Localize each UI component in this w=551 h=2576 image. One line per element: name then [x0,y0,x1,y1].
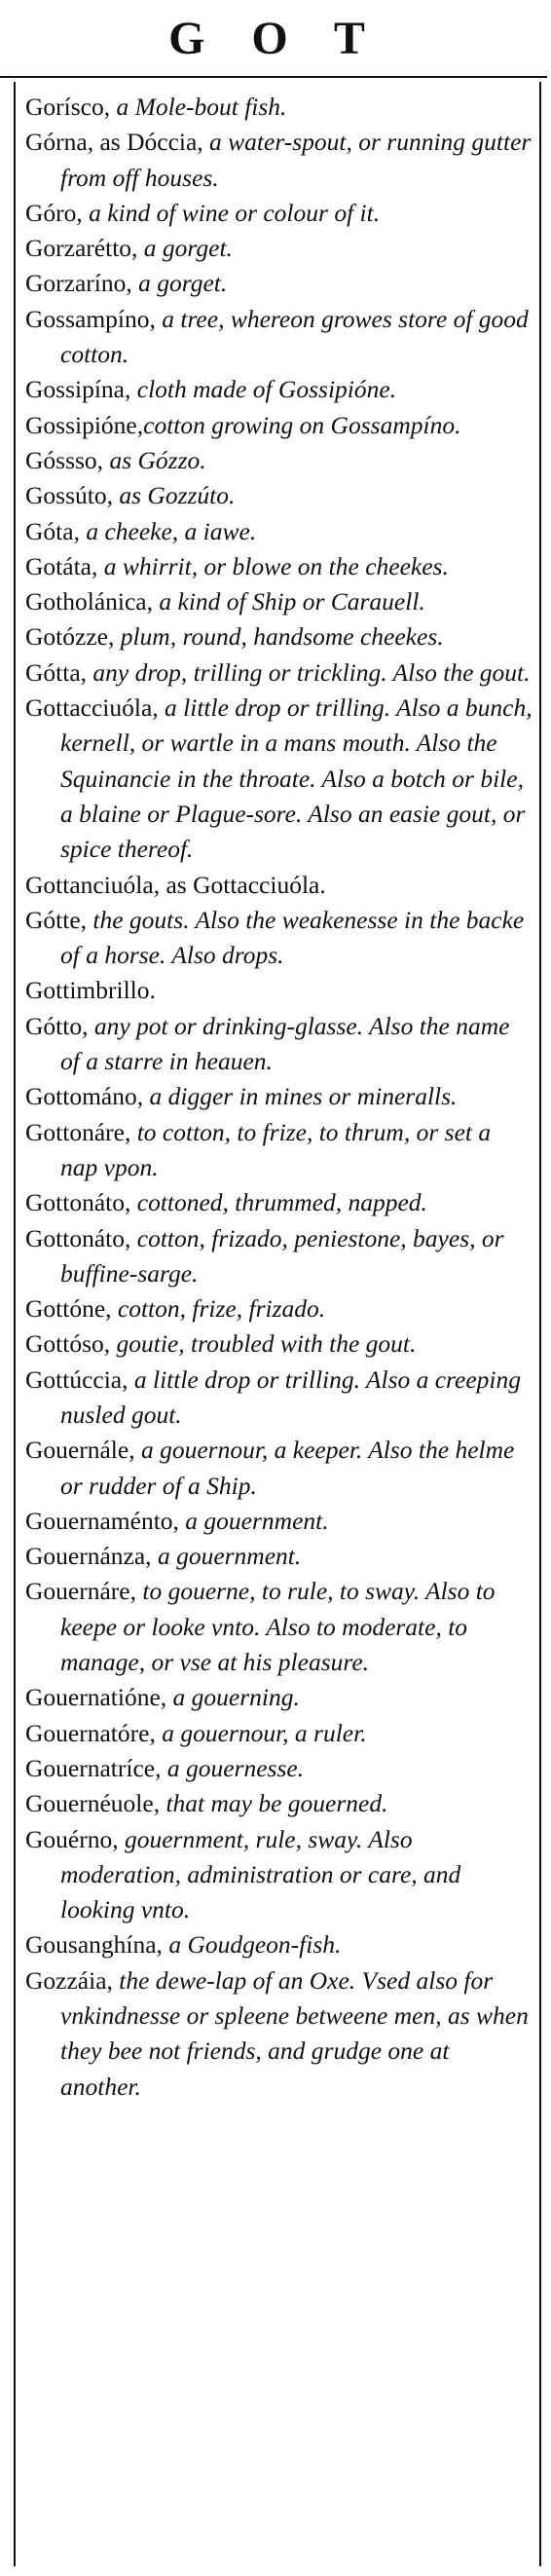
headword: Gottacciuóla, [25,693,159,723]
left-column-rule [14,82,16,2566]
headword: Górna, as Dóccia, [25,128,203,157]
definition: a gouernesse. [161,1753,305,1782]
dictionary-entry [25,1574,533,1680]
definition: a little drop or trilling. Also a bunch, kernell, or wartle in a mans mouth. Also the Squinancie in the throate. Also a botch or bile, a blaine or Plague-sore. Also an easie gout, or spice thereof. [60,693,533,864]
definition: cotton growing on Gossampíno. [143,410,461,439]
dictionary-entry [25,1326,533,1362]
dictionary-entry [25,1786,533,1821]
headword: Gottóso, [25,1329,111,1359]
headword: Góta, [25,516,80,545]
headword: Góssso, [25,445,104,474]
definition: cloth made of Gossipióne. [130,375,397,404]
headword: Gottonáto, [25,1188,131,1217]
definition: a cheeke, a iawe. [79,516,257,545]
headword: Gouernaménto, [25,1506,179,1535]
headword: Gouernatóre, [25,1718,156,1747]
definition: a Mole-bout fish. [110,93,287,121]
definition: to cotton, to frize, to thrum, or set a nap vpon. [60,1117,492,1181]
headword: Góro, [25,198,83,227]
headword: Gousanghína, [25,1930,163,1960]
dictionary-entry [25,1433,533,1504]
definition: as Gózzo. [103,445,206,474]
definition: a whirrit, or blowe on the cheekes. [97,551,449,580]
dictionary-entry [25,231,533,266]
definition: a gouernment. [178,1506,329,1535]
headword: Gottóne, [25,1294,112,1324]
definition: a gouerning. [166,1683,300,1712]
headword: Gottonáre, [25,1117,131,1146]
definition: a tree, whereon growes store of good cotton. [60,304,529,369]
headword: Gotholánica, [25,587,153,616]
dictionary-entry [25,1927,533,1962]
definition: cotton, frize, frizado. [111,1294,326,1324]
definition: a Goudgeon-fish. [162,1930,342,1960]
dictionary-entry [25,302,533,373]
definition: a little drop or trilling. Also a creeping nusled gout. [60,1364,522,1429]
headword: Gossipióne, [25,410,144,439]
dictionary-entry [25,1539,533,1574]
definition: the gouts. Also the weakenesse in the backe of a horse. Also drops. [60,905,525,970]
dictionary-entries [25,90,533,2105]
dictionary-entry [25,408,533,443]
headword: Gozzáia, [25,1965,113,1995]
dictionary-entry [25,549,533,584]
dictionary-entry [25,266,533,301]
headword: Gorísco, [25,93,111,121]
definition: to gouerne, to rule, to sway. Also to keepe or looke vnto. Also to moderate, to manage, or vse at his pleasure. [60,1577,496,1677]
running-title: G O T [168,12,383,64]
headword: Gouernáre, [25,1577,136,1606]
definition: goutie, troubled with the gout. [110,1329,417,1359]
definition: a kind of wine or colour of it. [82,198,381,227]
headword: Gossúto, [25,481,113,510]
dictionary-entry [25,90,533,125]
definition: gouernment, rule, sway. Also moderation, administration or care, and looking vnto. [60,1824,461,1924]
definition: a gouernour, a ruler. [155,1718,367,1747]
headword: Gouernatríce, [25,1753,162,1782]
page-header [0,0,551,76]
headword: Gótto, [25,1011,89,1040]
dictionary-entry [25,1504,533,1539]
dictionary-entry [25,1079,533,1114]
dictionary-entry [25,372,533,407]
definition: a gorget. [137,234,233,263]
dictionary-entry [25,1716,533,1751]
headword: Gottimbrillo. [25,976,156,1005]
headword: Gouernánza, [25,1542,152,1571]
dictionary-entry [25,619,533,654]
definition: the dewe-lap of an Oxe. Vsed also for vnkindnesse or spleene betweene men, as when they bee not friends, and grudge one at another. [60,1965,529,2101]
definition: a gorget. [131,269,228,298]
headword: Gouernatióne, [25,1683,167,1712]
headword: Gossipína, [25,375,131,404]
dictionary-entry [25,868,533,903]
headword: Gottonáto, [25,1223,131,1252]
dictionary-entry [25,443,533,478]
dictionary-entry [25,1221,533,1292]
definition: a gouernment. [151,1542,302,1571]
dictionary-entry [25,1963,533,2105]
dictionary-entry [25,903,533,974]
headword: Gótte, [25,905,88,934]
dictionary-entry [25,655,533,691]
dictionary-entry [25,1680,533,1715]
dictionary-entry [25,196,533,231]
dictionary-entry [25,1115,533,1186]
headword: Gottanciuóla, as Gottacciuóla. [25,870,326,899]
definition: any drop, trilling or trickling. Also the gout. [87,657,531,687]
definition: cotton, frizado, peniestone, bayes, or buffine-sarge. [60,1223,504,1288]
dictionary-entry [25,514,533,549]
definition: a gouernour, a keeper. Also the helme or rudder of a Ship. [60,1436,515,1500]
definition: as Gozzúto. [112,481,236,510]
dictionary-entry [25,1009,533,1080]
dictionary-entry [25,1363,533,1434]
definition: any pot or drinking-glasse. Also the name of a starre in heauen. [60,1011,510,1076]
dictionary-entry [25,1822,533,1928]
dictionary-entry [25,584,533,619]
right-column-rule [539,82,541,2566]
headword: Gouérno, [25,1824,119,1853]
definition: a digger in mines or mineralls. [143,1082,458,1111]
headword: Gotózze, [25,622,115,652]
header-rule [0,76,547,78]
headword: Gótta, [25,657,88,687]
dictionary-entry [25,1751,533,1786]
dictionary-entry [25,125,533,196]
dictionary-entry [25,691,533,867]
headword: Gorzaríno, [25,269,132,298]
dictionary-entry [25,973,533,1008]
definition: plum, round, handsome cheekes. [114,622,444,652]
definition: that may be gouerned. [160,1789,388,1818]
headword: Gottománo, [25,1082,144,1111]
headword: Gottúccia, [25,1364,129,1394]
definition: a kind of Ship or Carauell. [153,587,425,616]
headword: Gotáta, [25,551,98,580]
dictionary-entry [25,1291,533,1326]
dictionary-entry [25,1185,533,1220]
definition: a water-spout, or running gutter from off houses. [60,128,532,192]
headword: Gouernále, [25,1436,135,1465]
dictionary-entry [25,478,533,513]
headword: Gorzarétto, [25,234,138,263]
headword: Gossampíno, [25,304,156,333]
headword: Gouernéuole, [25,1789,161,1818]
definition: cottoned, thrummed, napped. [130,1188,427,1217]
